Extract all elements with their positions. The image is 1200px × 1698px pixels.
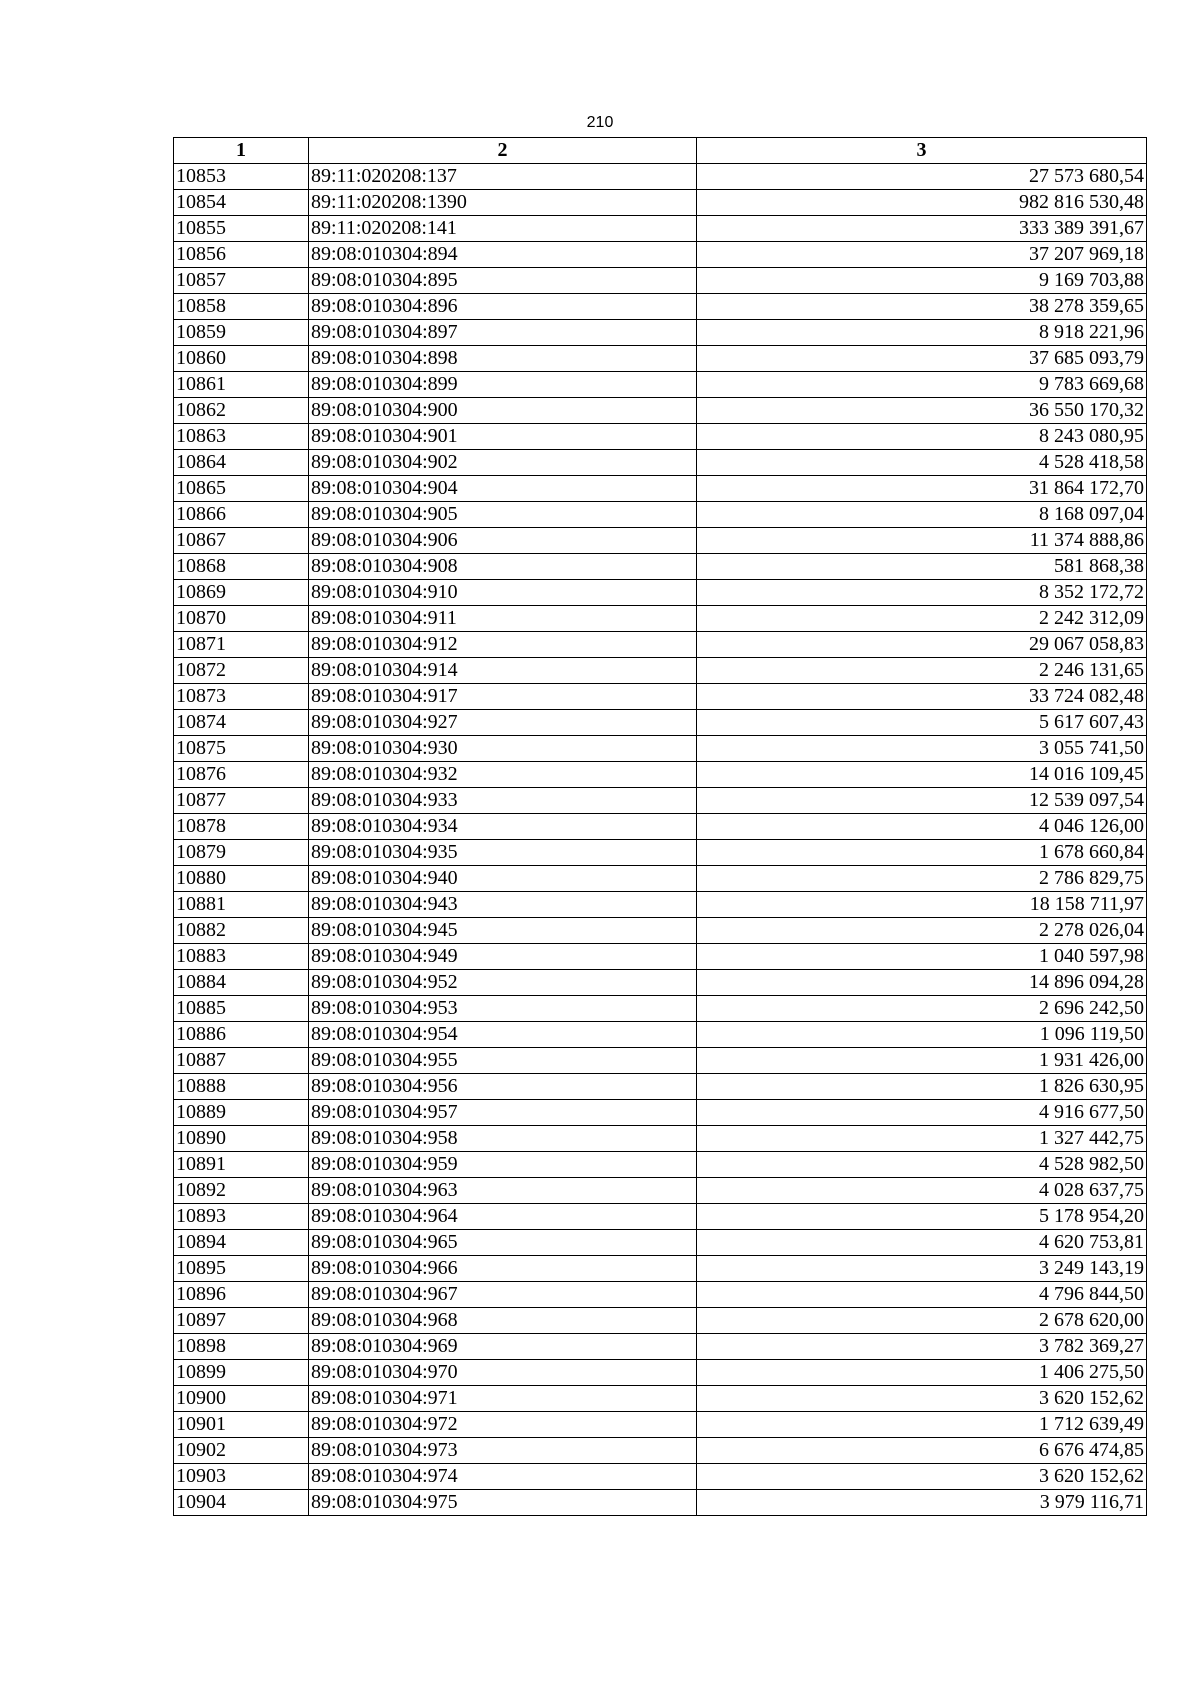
cadastral-number-cell: 89:08:010304:932: [309, 762, 697, 788]
cadastral-number-cell: 89:08:010304:968: [309, 1308, 697, 1334]
value-cell: 37 685 093,79: [697, 346, 1147, 372]
cadastral-number-cell: 89:08:010304:973: [309, 1438, 697, 1464]
cadastral-number-cell: 89:08:010304:959: [309, 1152, 697, 1178]
cadastral-number-cell: 89:08:010304:954: [309, 1022, 697, 1048]
row-number-cell: 10883: [174, 944, 309, 970]
row-number-cell: 10899: [174, 1360, 309, 1386]
row-number-cell: 10897: [174, 1308, 309, 1334]
cadastral-number-cell: 89:11:020208:137: [309, 164, 697, 190]
value-cell: 1 712 639,49: [697, 1412, 1147, 1438]
table-row: [174, 892, 1147, 918]
cadastral-number-cell: 89:08:010304:957: [309, 1100, 697, 1126]
cadastral-number-cell: 89:08:010304:900: [309, 398, 697, 424]
row-number-cell: 10889: [174, 1100, 309, 1126]
table-row: [174, 1490, 1147, 1516]
cadastral-number-cell: 89:08:010304:933: [309, 788, 697, 814]
row-number-cell: 10884: [174, 970, 309, 996]
cadastral-number-cell: 89:08:010304:904: [309, 476, 697, 502]
cadastral-number-cell: 89:08:010304:898: [309, 346, 697, 372]
column-header-1: 1: [174, 138, 309, 164]
value-cell: 1 406 275,50: [697, 1360, 1147, 1386]
cadastral-number-cell: 89:08:010304:956: [309, 1074, 697, 1100]
table-row: [174, 502, 1147, 528]
table-row: [174, 1256, 1147, 1282]
cadastral-number-cell: 89:08:010304:952: [309, 970, 697, 996]
cadastral-number-cell: 89:08:010304:971: [309, 1386, 697, 1412]
row-number-cell: 10901: [174, 1412, 309, 1438]
value-cell: 2 786 829,75: [697, 866, 1147, 892]
table-row: [174, 970, 1147, 996]
table-row: [174, 190, 1147, 216]
cadastral-number-cell: 89:08:010304:940: [309, 866, 697, 892]
table-row: [174, 450, 1147, 476]
value-cell: 1 327 442,75: [697, 1126, 1147, 1152]
cadastral-number-cell: 89:08:010304:974: [309, 1464, 697, 1490]
table-row: [174, 632, 1147, 658]
row-number-cell: 10869: [174, 580, 309, 606]
row-number-cell: 10888: [174, 1074, 309, 1100]
table-row: [174, 242, 1147, 268]
row-number-cell: 10858: [174, 294, 309, 320]
row-number-cell: 10881: [174, 892, 309, 918]
row-number-cell: 10890: [174, 1126, 309, 1152]
value-cell: 982 816 530,48: [697, 190, 1147, 216]
table-row: [174, 346, 1147, 372]
value-cell: 1 826 630,95: [697, 1074, 1147, 1100]
header-row: [174, 138, 1147, 164]
value-cell: 4 528 418,58: [697, 450, 1147, 476]
value-cell: 18 158 711,97: [697, 892, 1147, 918]
row-number-cell: 10862: [174, 398, 309, 424]
cadastral-number-cell: 89:08:010304:896: [309, 294, 697, 320]
cadastral-number-cell: 89:08:010304:949: [309, 944, 697, 970]
row-number-cell: 10896: [174, 1282, 309, 1308]
table-row: [174, 606, 1147, 632]
row-number-cell: 10867: [174, 528, 309, 554]
row-number-cell: 10898: [174, 1334, 309, 1360]
row-number-cell: 10861: [174, 372, 309, 398]
cadastral-number-cell: 89:08:010304:970: [309, 1360, 697, 1386]
row-number-cell: 10904: [174, 1490, 309, 1516]
table-row: [174, 1334, 1147, 1360]
table-row: [174, 1230, 1147, 1256]
cadastral-number-cell: 89:08:010304:945: [309, 918, 697, 944]
table-row: [174, 840, 1147, 866]
cadastral-number-cell: 89:08:010304:910: [309, 580, 697, 606]
value-cell: 6 676 474,85: [697, 1438, 1147, 1464]
value-cell: 8 243 080,95: [697, 424, 1147, 450]
row-number-cell: 10859: [174, 320, 309, 346]
value-cell: 5 178 954,20: [697, 1204, 1147, 1230]
row-number-cell: 10878: [174, 814, 309, 840]
table-row: [174, 736, 1147, 762]
value-cell: 14 016 109,45: [697, 762, 1147, 788]
value-cell: 31 864 172,70: [697, 476, 1147, 502]
table-row: [174, 684, 1147, 710]
row-number-cell: 10882: [174, 918, 309, 944]
value-cell: 9 169 703,88: [697, 268, 1147, 294]
row-number-cell: 10875: [174, 736, 309, 762]
value-cell: 3 620 152,62: [697, 1464, 1147, 1490]
cadastral-number-cell: 89:08:010304:943: [309, 892, 697, 918]
cadastral-number-cell: 89:08:010304:917: [309, 684, 697, 710]
value-cell: 2 278 026,04: [697, 918, 1147, 944]
cadastral-number-cell: 89:08:010304:902: [309, 450, 697, 476]
row-number-cell: 10870: [174, 606, 309, 632]
table-row: [174, 1438, 1147, 1464]
table-row: [174, 918, 1147, 944]
table-row: [174, 1204, 1147, 1230]
table-row: [174, 996, 1147, 1022]
value-cell: 2 246 131,65: [697, 658, 1147, 684]
row-number-cell: 10866: [174, 502, 309, 528]
cadastral-number-cell: 89:08:010304:963: [309, 1178, 697, 1204]
row-number-cell: 10872: [174, 658, 309, 684]
table-row: [174, 1152, 1147, 1178]
row-number-cell: 10871: [174, 632, 309, 658]
data-table: [173, 137, 1147, 1516]
cadastral-number-cell: 89:11:020208:141: [309, 216, 697, 242]
cadastral-number-cell: 89:08:010304:966: [309, 1256, 697, 1282]
cadastral-number-cell: 89:08:010304:908: [309, 554, 697, 580]
value-cell: 29 067 058,83: [697, 632, 1147, 658]
value-cell: 3 979 116,71: [697, 1490, 1147, 1516]
cadastral-number-cell: 89:08:010304:905: [309, 502, 697, 528]
table-row: [174, 1126, 1147, 1152]
row-number-cell: 10879: [174, 840, 309, 866]
cadastral-number-cell: 89:08:010304:911: [309, 606, 697, 632]
row-number-cell: 10874: [174, 710, 309, 736]
row-number-cell: 10853: [174, 164, 309, 190]
table-row: [174, 164, 1147, 190]
cadastral-number-cell: 89:08:010304:927: [309, 710, 697, 736]
cadastral-number-cell: 89:11:020208:1390: [309, 190, 697, 216]
value-cell: 33 724 082,48: [697, 684, 1147, 710]
table-row: [174, 1412, 1147, 1438]
cadastral-number-cell: 89:08:010304:965: [309, 1230, 697, 1256]
row-number-cell: 10873: [174, 684, 309, 710]
cadastral-number-cell: 89:08:010304:901: [309, 424, 697, 450]
row-number-cell: 10903: [174, 1464, 309, 1490]
value-cell: 4 046 126,00: [697, 814, 1147, 840]
table-row: [174, 658, 1147, 684]
table-row: [174, 710, 1147, 736]
row-number-cell: 10885: [174, 996, 309, 1022]
cadastral-number-cell: 89:08:010304:969: [309, 1334, 697, 1360]
value-cell: 1 678 660,84: [697, 840, 1147, 866]
cadastral-number-cell: 89:08:010304:894: [309, 242, 697, 268]
cadastral-number-cell: 89:08:010304:897: [309, 320, 697, 346]
table-row: [174, 944, 1147, 970]
row-number-cell: 10892: [174, 1178, 309, 1204]
value-cell: 3 249 143,19: [697, 1256, 1147, 1282]
value-cell: 4 028 637,75: [697, 1178, 1147, 1204]
value-cell: 2 696 242,50: [697, 996, 1147, 1022]
table-row: [174, 554, 1147, 580]
page-number: 210: [586, 114, 614, 131]
value-cell: 333 389 391,67: [697, 216, 1147, 242]
table-header: [174, 138, 1147, 164]
value-cell: 8 918 221,96: [697, 320, 1147, 346]
value-cell: 2 242 312,09: [697, 606, 1147, 632]
cadastral-number-cell: 89:08:010304:912: [309, 632, 697, 658]
table-row: [174, 320, 1147, 346]
row-number-cell: 10855: [174, 216, 309, 242]
table-row: [174, 1360, 1147, 1386]
table-row: [174, 580, 1147, 606]
row-number-cell: 10894: [174, 1230, 309, 1256]
row-number-cell: 10854: [174, 190, 309, 216]
table-row: [174, 1178, 1147, 1204]
column-header-2: 2: [309, 138, 697, 164]
cadastral-number-cell: 89:08:010304:964: [309, 1204, 697, 1230]
cadastral-number-cell: 89:08:010304:972: [309, 1412, 697, 1438]
row-number-cell: 10863: [174, 424, 309, 450]
value-cell: 4 796 844,50: [697, 1282, 1147, 1308]
table-row: [174, 762, 1147, 788]
row-number-cell: 10868: [174, 554, 309, 580]
value-cell: 4 620 753,81: [697, 1230, 1147, 1256]
cadastral-number-cell: 89:08:010304:953: [309, 996, 697, 1022]
row-number-cell: 10895: [174, 1256, 309, 1282]
value-cell: 4 916 677,50: [697, 1100, 1147, 1126]
value-cell: 37 207 969,18: [697, 242, 1147, 268]
table-row: [174, 268, 1147, 294]
row-number-cell: 10887: [174, 1048, 309, 1074]
row-number-cell: 10877: [174, 788, 309, 814]
value-cell: 38 278 359,65: [697, 294, 1147, 320]
value-cell: 11 374 888,86: [697, 528, 1147, 554]
value-cell: 36 550 170,32: [697, 398, 1147, 424]
table-row: [174, 294, 1147, 320]
value-cell: 581 868,38: [697, 554, 1147, 580]
cadastral-number-cell: 89:08:010304:967: [309, 1282, 697, 1308]
value-cell: 27 573 680,54: [697, 164, 1147, 190]
row-number-cell: 10886: [174, 1022, 309, 1048]
row-number-cell: 10856: [174, 242, 309, 268]
row-number-cell: 10857: [174, 268, 309, 294]
table-row: [174, 398, 1147, 424]
table-row: [174, 1464, 1147, 1490]
table-row: [174, 866, 1147, 892]
table-row: [174, 1282, 1147, 1308]
cadastral-number-cell: 89:08:010304:958: [309, 1126, 697, 1152]
cadastral-number-cell: 89:08:010304:934: [309, 814, 697, 840]
row-number-cell: 10893: [174, 1204, 309, 1230]
cadastral-number-cell: 89:08:010304:935: [309, 840, 697, 866]
value-cell: 8 168 097,04: [697, 502, 1147, 528]
cadastral-number-cell: 89:08:010304:914: [309, 658, 697, 684]
cadastral-number-cell: 89:08:010304:930: [309, 736, 697, 762]
cadastral-number-cell: 89:08:010304:899: [309, 372, 697, 398]
row-number-cell: 10864: [174, 450, 309, 476]
value-cell: 5 617 607,43: [697, 710, 1147, 736]
row-number-cell: 10900: [174, 1386, 309, 1412]
table-row: [174, 814, 1147, 840]
value-cell: 3 055 741,50: [697, 736, 1147, 762]
row-number-cell: 10902: [174, 1438, 309, 1464]
row-number-cell: 10880: [174, 866, 309, 892]
column-header-3: 3: [697, 138, 1147, 164]
row-number-cell: 10860: [174, 346, 309, 372]
value-cell: 2 678 620,00: [697, 1308, 1147, 1334]
value-cell: 14 896 094,28: [697, 970, 1147, 996]
row-number-cell: 10876: [174, 762, 309, 788]
table-row: [174, 424, 1147, 450]
value-cell: 8 352 172,72: [697, 580, 1147, 606]
table-row: [174, 216, 1147, 242]
row-number-cell: 10865: [174, 476, 309, 502]
table-row: [174, 1100, 1147, 1126]
table-body: [174, 164, 1147, 1516]
value-cell: 1 096 119,50: [697, 1022, 1147, 1048]
cadastral-number-cell: 89:08:010304:955: [309, 1048, 697, 1074]
value-cell: 1 931 426,00: [697, 1048, 1147, 1074]
value-cell: 3 782 369,27: [697, 1334, 1147, 1360]
value-cell: 4 528 982,50: [697, 1152, 1147, 1178]
table-row: [174, 372, 1147, 398]
value-cell: 1 040 597,98: [697, 944, 1147, 970]
table-row: [174, 1048, 1147, 1074]
cadastral-number-cell: 89:08:010304:906: [309, 528, 697, 554]
table-row: [174, 1022, 1147, 1048]
row-number-cell: 10891: [174, 1152, 309, 1178]
table-row: [174, 788, 1147, 814]
table-row: [174, 1074, 1147, 1100]
value-cell: 3 620 152,62: [697, 1386, 1147, 1412]
value-cell: 9 783 669,68: [697, 372, 1147, 398]
table-row: [174, 528, 1147, 554]
cadastral-number-cell: 89:08:010304:975: [309, 1490, 697, 1516]
table-row: [174, 1386, 1147, 1412]
table-row: [174, 476, 1147, 502]
value-cell: 12 539 097,54: [697, 788, 1147, 814]
table-row: [174, 1308, 1147, 1334]
cadastral-number-cell: 89:08:010304:895: [309, 268, 697, 294]
